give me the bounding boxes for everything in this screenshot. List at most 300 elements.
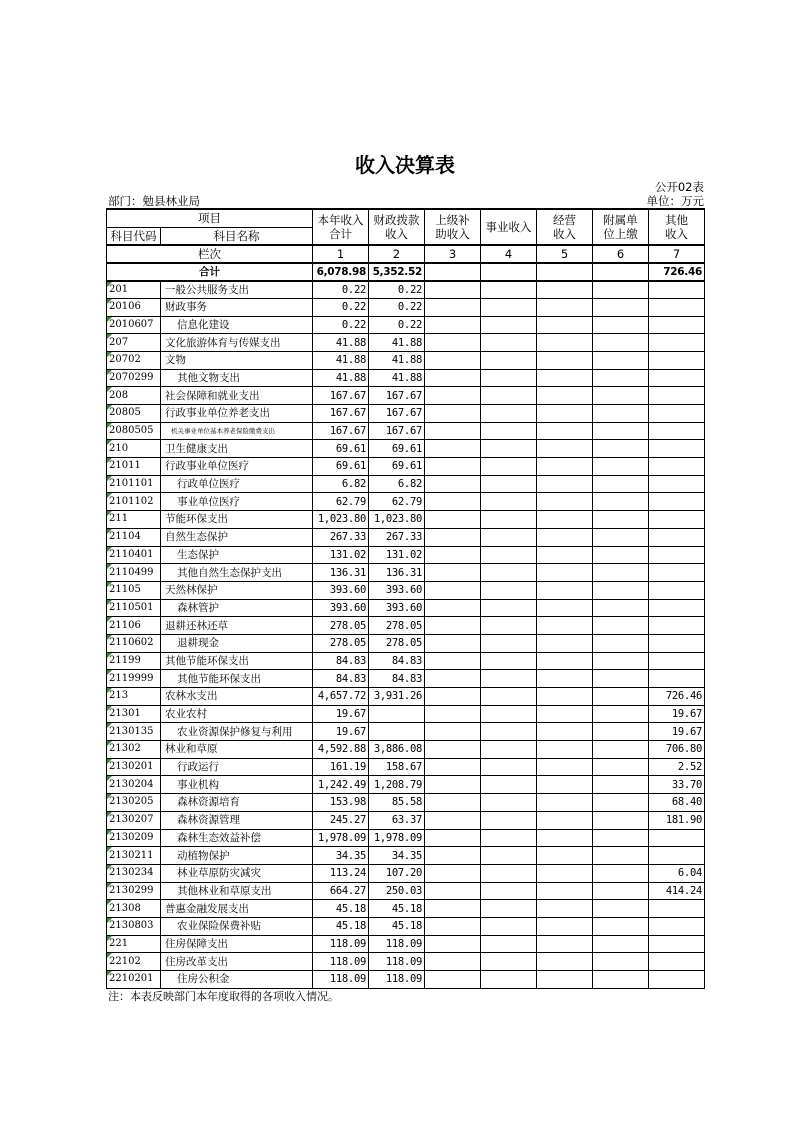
row-total: 393.60 — [313, 599, 369, 617]
row-higher-subsidy — [425, 882, 481, 900]
row-name: 其他林业和草原支出 — [161, 882, 313, 900]
row-higher-subsidy — [425, 493, 481, 511]
row-affiliated — [593, 316, 649, 334]
table-row — [107, 599, 705, 617]
table-row — [107, 617, 705, 635]
row-fiscal: 84.83 — [369, 652, 425, 670]
row-higher-subsidy — [425, 581, 481, 599]
row-business — [481, 405, 537, 423]
row-code: 21302 — [107, 741, 161, 759]
row-business — [481, 422, 537, 440]
table-row — [107, 723, 705, 741]
row-affiliated — [593, 281, 649, 299]
row-affiliated — [593, 528, 649, 546]
row-affiliated — [593, 617, 649, 635]
row-name: 林业和草原 — [161, 741, 313, 759]
row-business — [481, 794, 537, 812]
row-other — [649, 440, 705, 458]
row-other: 6.04 — [649, 864, 705, 882]
row-operating — [537, 900, 593, 918]
row-operating — [537, 281, 593, 299]
row-code: 21308 — [107, 900, 161, 918]
row-other — [649, 971, 705, 989]
row-business — [481, 758, 537, 776]
table-body — [107, 281, 705, 989]
row-operating — [537, 617, 593, 635]
footnote: 注：本表反映部门本年度取得的各项收入情况。 — [108, 989, 339, 1003]
table-row — [107, 316, 705, 334]
row-business — [481, 546, 537, 564]
row-total: 131.02 — [313, 546, 369, 564]
table-row — [107, 581, 705, 599]
row-code: 21106 — [107, 617, 161, 635]
row-higher-subsidy — [425, 705, 481, 723]
row-higher-subsidy — [425, 617, 481, 635]
row-operating — [537, 369, 593, 387]
row-name: 其他文物支出 — [161, 369, 313, 387]
row-affiliated — [593, 900, 649, 918]
row-operating — [537, 847, 593, 865]
header-col1: 本年收入 合计 — [313, 209, 369, 245]
row-affiliated — [593, 351, 649, 369]
row-other — [649, 564, 705, 582]
row-total: 69.61 — [313, 440, 369, 458]
row-fiscal: 167.67 — [369, 387, 425, 405]
row-other — [649, 829, 705, 847]
row-operating — [537, 705, 593, 723]
table-row — [107, 794, 705, 812]
table-row — [107, 829, 705, 847]
row-other — [649, 670, 705, 688]
row-affiliated — [593, 440, 649, 458]
row-fiscal: 85.58 — [369, 794, 425, 812]
row-business — [481, 847, 537, 865]
row-affiliated — [593, 511, 649, 529]
row-higher-subsidy — [425, 847, 481, 865]
row-fiscal: 1,023.80 — [369, 511, 425, 529]
department-label: 部门：勉县林业局 — [108, 194, 200, 208]
row-higher-subsidy — [425, 387, 481, 405]
row-operating — [537, 670, 593, 688]
table-row — [107, 334, 705, 352]
row-other: 68.40 — [649, 794, 705, 812]
row-business — [481, 971, 537, 989]
header-col5: 经营 收入 — [537, 209, 593, 245]
row-operating — [537, 811, 593, 829]
row-affiliated — [593, 971, 649, 989]
row-other — [649, 900, 705, 918]
row-affiliated — [593, 546, 649, 564]
row-total: 1,978.09 — [313, 829, 369, 847]
row-name: 财政事务 — [161, 298, 313, 316]
row-code: 2110501 — [107, 599, 161, 617]
row-affiliated — [593, 794, 649, 812]
row-total: 45.18 — [313, 917, 369, 935]
row-name: 天然林保护 — [161, 581, 313, 599]
table-row — [107, 652, 705, 670]
table-row — [107, 634, 705, 652]
row-higher-subsidy — [425, 351, 481, 369]
row-other — [649, 298, 705, 316]
row-operating — [537, 564, 593, 582]
row-business — [481, 387, 537, 405]
row-higher-subsidy — [425, 546, 481, 564]
row-operating — [537, 652, 593, 670]
row-code: 20805 — [107, 405, 161, 423]
row-name: 其他节能环保支出 — [161, 652, 313, 670]
row-business — [481, 776, 537, 794]
row-affiliated — [593, 758, 649, 776]
row-other — [649, 652, 705, 670]
row-higher-subsidy — [425, 723, 481, 741]
row-business — [481, 458, 537, 476]
row-fiscal: 158.67 — [369, 758, 425, 776]
row-total: 118.09 — [313, 935, 369, 953]
row-fiscal: 393.60 — [369, 581, 425, 599]
row-higher-subsidy — [425, 758, 481, 776]
row-code: 2130207 — [107, 811, 161, 829]
row-code: 2130299 — [107, 882, 161, 900]
table-row — [107, 917, 705, 935]
header-col7: 其他 收入 — [649, 209, 705, 245]
row-affiliated — [593, 405, 649, 423]
row-fiscal: 1,978.09 — [369, 829, 425, 847]
table-row — [107, 458, 705, 476]
row-name: 住房改革支出 — [161, 953, 313, 971]
row-name: 自然生态保护 — [161, 528, 313, 546]
row-operating — [537, 829, 593, 847]
row-code: 2130204 — [107, 776, 161, 794]
row-operating — [537, 334, 593, 352]
row-fiscal: 69.61 — [369, 458, 425, 476]
row-operating — [537, 458, 593, 476]
row-total: 4,657.72 — [313, 688, 369, 706]
row-business — [481, 564, 537, 582]
row-affiliated — [593, 493, 649, 511]
row-business — [481, 652, 537, 670]
row-fiscal: 278.05 — [369, 617, 425, 635]
row-business — [481, 882, 537, 900]
table-row — [107, 493, 705, 511]
income-statement-sheet — [106, 150, 704, 1005]
total-label: 合计 — [107, 263, 313, 281]
row-operating — [537, 422, 593, 440]
table-row — [107, 298, 705, 316]
row-code: 2210201 — [107, 971, 161, 989]
row-code: 208 — [107, 387, 161, 405]
row-fiscal: 131.02 — [369, 546, 425, 564]
row-name: 事业单位医疗 — [161, 493, 313, 511]
row-code: 213 — [107, 688, 161, 706]
row-total: 1,242.49 — [313, 776, 369, 794]
row-operating — [537, 511, 593, 529]
row-fiscal: 118.09 — [369, 935, 425, 953]
row-business — [481, 617, 537, 635]
table-row — [107, 528, 705, 546]
row-total: 278.05 — [313, 634, 369, 652]
row-other — [649, 546, 705, 564]
row-code: 2130234 — [107, 864, 161, 882]
table-row — [107, 688, 705, 706]
row-fiscal: 0.22 — [369, 316, 425, 334]
row-other: 19.67 — [649, 705, 705, 723]
row-higher-subsidy — [425, 422, 481, 440]
row-business — [481, 723, 537, 741]
table-row — [107, 422, 705, 440]
row-name: 农林水支出 — [161, 688, 313, 706]
row-code: 21199 — [107, 652, 161, 670]
col-index-1: 1 — [313, 245, 369, 263]
row-affiliated — [593, 829, 649, 847]
row-business — [481, 599, 537, 617]
row-total: 0.22 — [313, 281, 369, 299]
row-fiscal: 278.05 — [369, 634, 425, 652]
row-code: 2130211 — [107, 847, 161, 865]
row-operating — [537, 528, 593, 546]
row-affiliated — [593, 652, 649, 670]
row-higher-subsidy — [425, 688, 481, 706]
row-operating — [537, 688, 593, 706]
table-row — [107, 440, 705, 458]
row-other: 33.70 — [649, 776, 705, 794]
row-other — [649, 581, 705, 599]
row-name: 行政事业单位养老支出 — [161, 405, 313, 423]
col-index-4: 4 — [481, 245, 537, 263]
row-other — [649, 387, 705, 405]
row-affiliated — [593, 705, 649, 723]
table-row — [107, 971, 705, 989]
row-other — [649, 617, 705, 635]
row-total: 0.22 — [313, 316, 369, 334]
row-business — [481, 316, 537, 334]
total-other: 726.46 — [649, 263, 705, 281]
row-code: 20106 — [107, 298, 161, 316]
row-business — [481, 953, 537, 971]
row-total: 0.22 — [313, 298, 369, 316]
row-name: 信息化建设 — [161, 316, 313, 334]
table-row — [107, 546, 705, 564]
row-business — [481, 528, 537, 546]
row-affiliated — [593, 599, 649, 617]
row-code: 207 — [107, 334, 161, 352]
row-total: 84.83 — [313, 670, 369, 688]
row-business — [481, 493, 537, 511]
row-operating — [537, 581, 593, 599]
row-total: 167.67 — [313, 422, 369, 440]
row-total: 167.67 — [313, 387, 369, 405]
row-other — [649, 935, 705, 953]
row-code: 2101102 — [107, 493, 161, 511]
row-higher-subsidy — [425, 405, 481, 423]
row-higher-subsidy — [425, 599, 481, 617]
col-index-2: 2 — [369, 245, 425, 263]
row-fiscal: 118.09 — [369, 971, 425, 989]
row-affiliated — [593, 564, 649, 582]
table-row — [107, 511, 705, 529]
row-name: 森林生态效益补偿 — [161, 829, 313, 847]
row-name: 农业农村 — [161, 705, 313, 723]
row-affiliated — [593, 935, 649, 953]
table-row — [107, 670, 705, 688]
row-fiscal: 1,208.79 — [369, 776, 425, 794]
row-higher-subsidy — [425, 741, 481, 759]
row-code: 21301 — [107, 705, 161, 723]
row-other — [649, 847, 705, 865]
row-name: 文化旅游体育与传媒支出 — [161, 334, 313, 352]
row-other — [649, 351, 705, 369]
department-row — [106, 194, 704, 208]
table-row — [107, 281, 705, 299]
row-code: 2130209 — [107, 829, 161, 847]
row-business — [481, 475, 537, 493]
row-other — [649, 953, 705, 971]
row-code: 21011 — [107, 458, 161, 476]
row-other: 726.46 — [649, 688, 705, 706]
row-code: 21104 — [107, 528, 161, 546]
header-name: 科目名称 — [161, 227, 313, 245]
row-operating — [537, 935, 593, 953]
table-row — [107, 758, 705, 776]
row-business — [481, 705, 537, 723]
row-fiscal: 84.83 — [369, 670, 425, 688]
row-name: 住房公积金 — [161, 971, 313, 989]
row-total: 6.82 — [313, 475, 369, 493]
row-affiliated — [593, 422, 649, 440]
row-affiliated — [593, 369, 649, 387]
row-name: 森林资源培育 — [161, 794, 313, 812]
row-name: 节能环保支出 — [161, 511, 313, 529]
row-fiscal — [369, 705, 425, 723]
row-fiscal: 6.82 — [369, 475, 425, 493]
row-other — [649, 458, 705, 476]
row-business — [481, 829, 537, 847]
row-operating — [537, 387, 593, 405]
row-total: 69.61 — [313, 458, 369, 476]
row-fiscal: 118.09 — [369, 953, 425, 971]
row-name: 退耕还林还草 — [161, 617, 313, 635]
row-higher-subsidy — [425, 316, 481, 334]
row-name: 社会保障和就业支出 — [161, 387, 313, 405]
row-affiliated — [593, 811, 649, 829]
total-cell — [593, 263, 649, 281]
row-total: 118.09 — [313, 971, 369, 989]
row-affiliated — [593, 475, 649, 493]
row-affiliated — [593, 458, 649, 476]
row-fiscal: 3,886.08 — [369, 741, 425, 759]
row-fiscal: 250.03 — [369, 882, 425, 900]
row-affiliated — [593, 864, 649, 882]
row-fiscal: 0.22 — [369, 298, 425, 316]
row-affiliated — [593, 847, 649, 865]
row-higher-subsidy — [425, 511, 481, 529]
row-code: 2110499 — [107, 564, 161, 582]
row-affiliated — [593, 882, 649, 900]
page-title: 收入决算表 — [355, 153, 455, 177]
row-operating — [537, 316, 593, 334]
row-higher-subsidy — [425, 652, 481, 670]
row-operating — [537, 493, 593, 511]
row-other — [649, 422, 705, 440]
header-item: 项目 — [107, 209, 313, 227]
unit-label: 单位：万元 — [646, 194, 704, 208]
row-total: 4,592.88 — [313, 741, 369, 759]
header-code: 科目代码 — [107, 227, 161, 245]
row-affiliated — [593, 670, 649, 688]
row-name: 其他节能环保支出 — [161, 670, 313, 688]
row-total: 62.79 — [313, 493, 369, 511]
row-business — [481, 670, 537, 688]
row-other — [649, 316, 705, 334]
row-total: 41.88 — [313, 334, 369, 352]
row-other: 2.52 — [649, 758, 705, 776]
row-other — [649, 528, 705, 546]
row-affiliated — [593, 776, 649, 794]
row-total: 34.35 — [313, 847, 369, 865]
row-operating — [537, 971, 593, 989]
form-number: 公开02表 — [654, 180, 704, 194]
row-business — [481, 334, 537, 352]
row-total: 267.33 — [313, 528, 369, 546]
col-index-3: 3 — [425, 245, 481, 263]
row-code: 20702 — [107, 351, 161, 369]
row-code: 22102 — [107, 953, 161, 971]
row-code: 2130201 — [107, 758, 161, 776]
row-operating — [537, 475, 593, 493]
row-operating — [537, 864, 593, 882]
header-col2: 财政拨款 收入 — [369, 209, 425, 245]
form-number-row — [106, 180, 704, 194]
row-higher-subsidy — [425, 369, 481, 387]
table-row — [107, 741, 705, 759]
table-row — [107, 776, 705, 794]
row-other — [649, 405, 705, 423]
row-operating — [537, 634, 593, 652]
row-total: 118.09 — [313, 953, 369, 971]
table-row — [107, 900, 705, 918]
row-other: 19.67 — [649, 723, 705, 741]
table-row — [107, 953, 705, 971]
row-operating — [537, 741, 593, 759]
row-operating — [537, 917, 593, 935]
row-total: 19.67 — [313, 705, 369, 723]
total-cell — [425, 263, 481, 281]
row-total: 19.67 — [313, 723, 369, 741]
row-higher-subsidy — [425, 864, 481, 882]
row-operating — [537, 599, 593, 617]
row-fiscal: 41.88 — [369, 351, 425, 369]
row-name: 行政运行 — [161, 758, 313, 776]
row-affiliated — [593, 334, 649, 352]
table-row — [107, 475, 705, 493]
row-name: 机关事业单位基本养老保险缴费支出 — [161, 422, 313, 440]
table-row — [107, 351, 705, 369]
table-row — [107, 864, 705, 882]
row-fiscal: 41.88 — [369, 334, 425, 352]
row-total: 167.67 — [313, 405, 369, 423]
row-total: 45.18 — [313, 900, 369, 918]
row-affiliated — [593, 953, 649, 971]
row-total: 161.19 — [313, 758, 369, 776]
row-higher-subsidy — [425, 475, 481, 493]
row-other — [649, 369, 705, 387]
row-higher-subsidy — [425, 971, 481, 989]
row-business — [481, 369, 537, 387]
table-row — [107, 935, 705, 953]
row-code: 2110602 — [107, 634, 161, 652]
row-total: 113.24 — [313, 864, 369, 882]
row-other — [649, 599, 705, 617]
row-affiliated — [593, 387, 649, 405]
